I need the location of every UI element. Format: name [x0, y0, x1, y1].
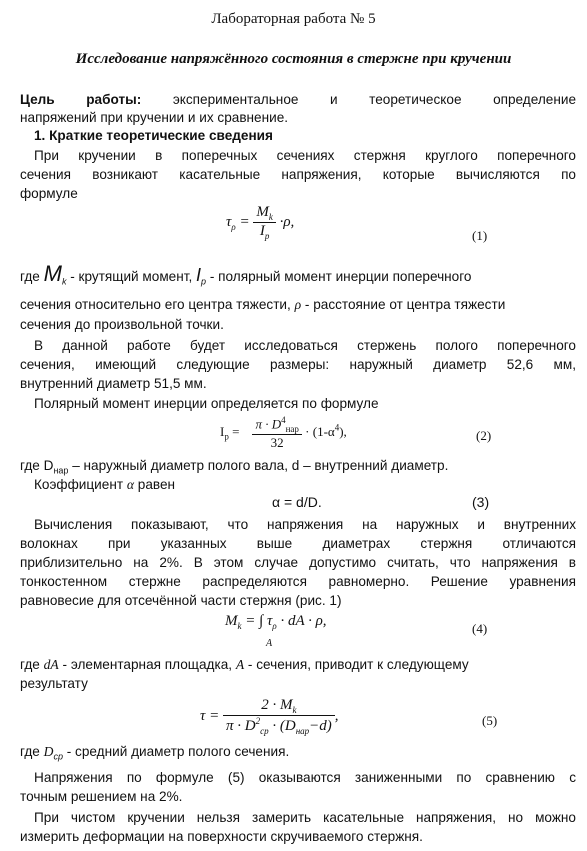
p4-line-3: приблизительно на 2%. В этом случае допустимо считать, что напряжения в	[20, 555, 576, 570]
coef-line: Коэффициент α равен	[34, 477, 176, 492]
p2-line-1: В данной работе будет исследоваться стержень полого поперечного	[34, 338, 576, 353]
goal-label-b: работы:	[86, 92, 142, 107]
p2-line-2: сечения, имеющий следующие размеры: наружный диаметр 52,6 мм,	[20, 357, 576, 372]
p2-line-3: внутренний диаметр 51,5 мм.	[20, 376, 207, 391]
where3-line-1: где dA - элементарная площадка, A - сечения, приводит к следующему	[20, 657, 469, 672]
p6-line-2: измерить деформации на поверхности скручиваемого стержня.	[20, 829, 423, 844]
p4-line-5: равновесие для отсечённой части стержня (рис. 1)	[20, 593, 342, 608]
p4-line-1: Вычисления показывают, что напряжения на наружных и внутренних	[34, 517, 576, 532]
where1-line-3: сечения до произвольной точки.	[20, 317, 224, 332]
main-title: Исследование напряжённого состояния в стержне при кручении	[75, 51, 512, 67]
where2-line: где $D_{нар}$ – наружный диаметр полого вала, d – внутренний диаметр.	[20, 458, 449, 476]
equation-3-number: (3)	[472, 494, 490, 510]
p1-line-2: сечения возникают касательные напряжения, которые вычисляются по	[20, 167, 576, 182]
where3-line-2: результату	[20, 676, 88, 691]
where4-line: где $D_{ср}$ - средний диаметр полого сечения.	[20, 744, 290, 762]
equation-3: α = d/D.	[272, 494, 322, 510]
p5-line-1: Напряжения по формуле (5) оказываются заниженными по сравнению с	[34, 770, 576, 785]
equation-4-limit: A	[266, 638, 273, 649]
where1-line-2: сечения относительно его центра тяжести, ρ - расстояние от центра тяжести	[20, 297, 506, 312]
p5-line-2: точным решением на 2%.	[20, 789, 183, 804]
equation-5: τ = $\frac{2 \cdot M_k}{\pi \cdot D^2_{ср} \cdot (D_{нар}-d)}$ ,	[200, 697, 339, 736]
equation-1-number: (1)	[472, 228, 488, 243]
p1-line-1: При кручении в поперечных сечениях стержня круглого поперечного	[34, 148, 576, 163]
p3-line: Полярный момент инерции определяется по формуле	[34, 396, 379, 411]
equation-2: $I_p$ = $\frac{\pi \cdot D^4_{нар}}{32}$ · $(1-\alpha^4)$,	[220, 415, 347, 450]
p4-line-4: тонкостенном стержне распределяются равномерно. Решение уравнения	[20, 574, 576, 589]
section-1-title: 1. Краткие теоретические сведения	[34, 128, 273, 143]
lab-title: Лабораторная работа № 5	[211, 11, 376, 27]
goal-line-2: напряжений при кручении и их сравнение.	[20, 110, 289, 125]
equation-4-number: (4)	[472, 621, 488, 636]
p4-line-2: волокнах при указанных выше диаметрах стержня отличаются	[20, 536, 576, 551]
p1-line-3: формуле	[20, 186, 78, 201]
goal-text: экспериментальное и теоретическое определение	[172, 92, 577, 107]
where1-line-1: где $M_k$ - крутящий момент, $I_p$ - полярный момент инерции поперечного	[20, 261, 472, 287]
equation-5-number: (5)	[482, 713, 498, 728]
goal-line-1	[20, 90, 576, 109]
goal-label-a: Цель	[20, 92, 55, 107]
equation-2-number: (2)	[476, 428, 492, 443]
p6-line-1: При чистом кручении нельзя замерить касательные напряжения, но можно	[34, 810, 576, 825]
equation-4: $M_k$ = ∫ $\tau_\rho$ · dA · ρ,	[225, 613, 327, 631]
equation-1: $\tau_\rho$ = $\frac{M_k}{I_p}$ ·ρ,	[226, 204, 295, 241]
